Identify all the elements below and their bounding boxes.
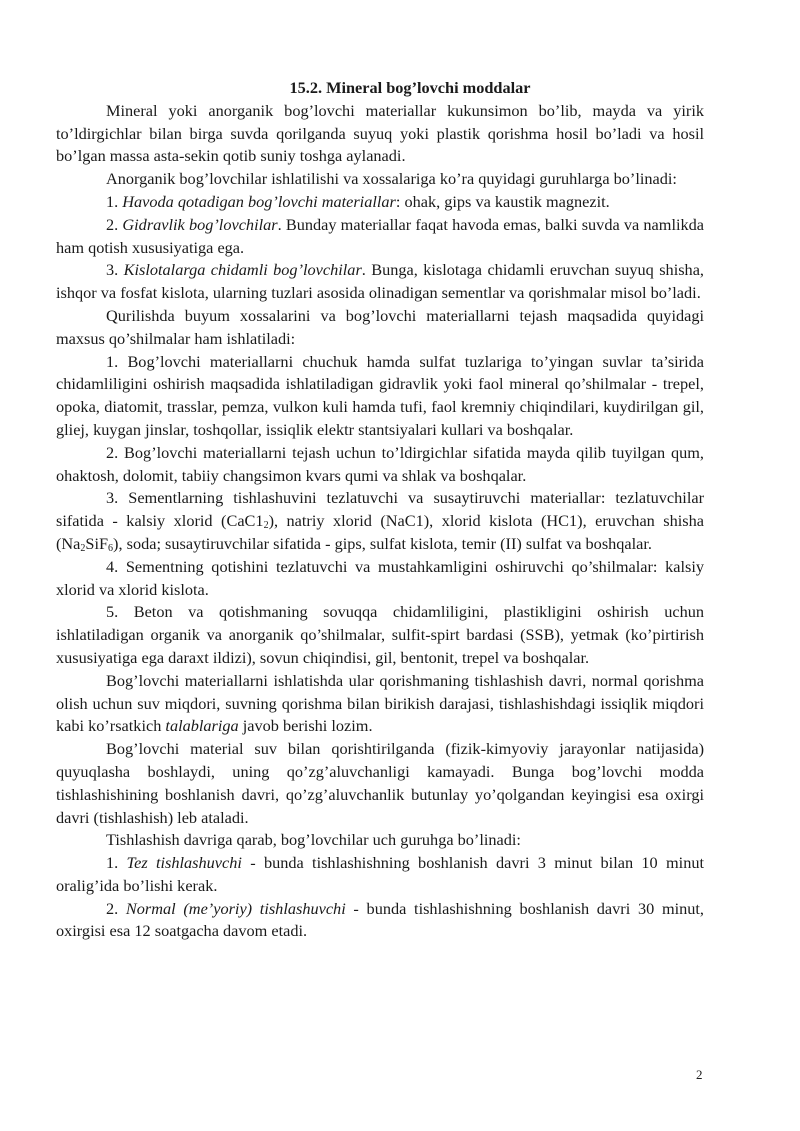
group-item-1	[56, 191, 704, 214]
additive-item-3	[56, 487, 704, 555]
additive-text: SiF	[85, 533, 109, 553]
paragraph-text: javob berishi lozim.	[238, 716, 373, 736]
group-item-3	[56, 259, 704, 305]
item-number: 2.	[106, 214, 123, 234]
group-item-2	[56, 214, 704, 260]
item-term: Kislotalarga chidamli bog’lovchilar	[123, 260, 362, 280]
additive-text: 3. Sementlarning tishlashuvini tezlatuvchi va susaytiruvchi materiallar: tezlatuvchilar sifatida - kalsiy xlorid (CaC1	[56, 488, 704, 531]
item-text: : ohak, gips va kaustik magnezit.	[395, 191, 610, 211]
additive-item-2: 2. Bog’lovchi materiallarni tejash uchun to’ldirgichlar sifatida mayda qilib tuyilgan qum, ohaktosh, dolomit, tabiiy changsimon kvars qumi va shlak va boshqalar.	[56, 442, 704, 485]
setting-groups-intro: Tishlashish davriga qarab, bog’lovchilar uch guruhga bo’linadi:	[106, 830, 521, 850]
setting-item-2	[56, 898, 704, 944]
item-number: 2.	[106, 898, 126, 918]
page-number: 2	[696, 1067, 703, 1082]
emphasis-term: talablariga	[165, 716, 239, 736]
paragraph-text: Bog’lovchi materiallarni ishlatishda ular qorishmaning tishlashish davri, normal qorishma olish uchun suv miqdori, suvning qorishma bilan birikish darajasi, tishlashishdagi issiqlik miqdori kabi ko’rsatkich	[56, 670, 704, 736]
section-heading: 15.2. Mineral bog’lovchi moddalar	[289, 78, 531, 97]
subscript: 6	[108, 542, 114, 554]
requirements-paragraph	[56, 670, 704, 738]
additive-item-1: 1. Bog’lovchi materiallarni chuchuk hamda sulfat tuzlariga to’yingan suvlar ta’sirida chidamliligini oshirish maqsadida ishlatiladigan gidravlik yoki faol mineral qo’shilmalar - trepel, opoka, diatomit, trasslar, pemza, vulkon kuli hamda tufi, faol kremniy chiqindilari, kuydirilgan gil, gliej, kuygan jinslar, toshqollar, issiqlik elektr stantsiyalari kullari va boshqalar.	[56, 351, 704, 439]
item-term: Havoda qotadigan bog’lovchi materiallar	[122, 191, 396, 211]
additive-text: ), soda; susaytiruvchilar sifatida - gips, sulfat kislota, temir (II) sulfat va boshqalar.	[113, 533, 653, 553]
item-text: . Bunga, kislotaga chidamli eruvchan suyuq shisha, ishqor va fosfat kislota, ularning tuzlari asosida olinadigan sementlar va qorishmalar misol bo’ladi.	[56, 260, 704, 303]
item-text: - bunda tishlashishning boshlanish davri 30 minut, oxirgisi esa 12 soatgacha davom etadi.	[56, 898, 705, 941]
additive-text: ), natriy xlorid (NaC1), xlorid kislota (HC1), eruvchan shisha (Na	[56, 511, 704, 553]
item-number: 3.	[106, 260, 124, 280]
item-number: 1.	[106, 191, 123, 211]
item-term: Normal (me’yoriy) tishlashuvchi	[125, 898, 346, 918]
setting-item-1	[56, 852, 704, 898]
item-text: . Bunday materiallar faqat havoda emas, balki suvda va namlikda ham qotish xususiyatiga ega.	[56, 214, 704, 257]
intro-paragraph: Mineral yoki anorganik bog’lovchi materiallar kukunsimon bo’lib, mayda va yirik to’ldirgichlar bilan birga suvda qorilganda suyuq yoki plastik qorishma hosil bo’ladi va hosil bo’lgan massa asta-sekin qotib suniy toshga aylanadi.	[56, 100, 704, 166]
groups-intro-paragraph: Anorganik bog’lovchilar ishlatilishi va xossalariga ko’ra quyidagi guruhlarga bo’linadi:	[106, 169, 677, 189]
additives-intro-paragraph: Qurilishda buyum xossalarini va bog’lovchi materiallarni tejash maqsadida quyidagi maxsus qo’shilmalar ham ishlatiladi:	[56, 305, 704, 348]
item-term: Tez tishlashuvchi	[126, 853, 242, 873]
additive-item-5: 5. Beton va qotishmaning sovuqqa chidamliligini, plastikligini oshirish uchun ishlatiladigan organik va anorganik qo’shilmalar, sulfit-spirt bardasi (SSB), yetmak (ko’pirtirish xususiyatiga ega daraxt ildizi), sovun chiqindisi, gil, bentonit, trepel va boshqalar.	[56, 602, 704, 667]
item-term: Gidravlik bog’lovchilar	[122, 214, 278, 234]
subscript: 2	[80, 542, 86, 554]
item-text: - bunda tishlashishning boshlanish davri 3 minut bilan 10 minut oralig’ida bo’lishi kerak.	[56, 853, 704, 895]
document-page	[56, 77, 704, 943]
subscript: 2	[263, 520, 269, 532]
additive-item-4: 4. Sementning qotishini tezlatuvchi va mustahkamligini oshiruvchi qo’shilmalar: kalsiy xlorid va xlorid kislota.	[56, 556, 704, 599]
item-number: 1.	[106, 853, 127, 873]
setting-paragraph: Bog’lovchi material suv bilan qorishtirilganda (fizik-kimyoviy jarayonlar natijasida) quyuqlasha boshlaydi, uning qo’zg’aluvchanligi kamayadi. Bunga bog’lovchi modda tishlashishining boshlanish davri, qo’zg’aluvchanlik butunlay yo’qolgandan keyingisi esa oxirgi davri (tishlashish) leb ataladi.	[56, 739, 704, 827]
